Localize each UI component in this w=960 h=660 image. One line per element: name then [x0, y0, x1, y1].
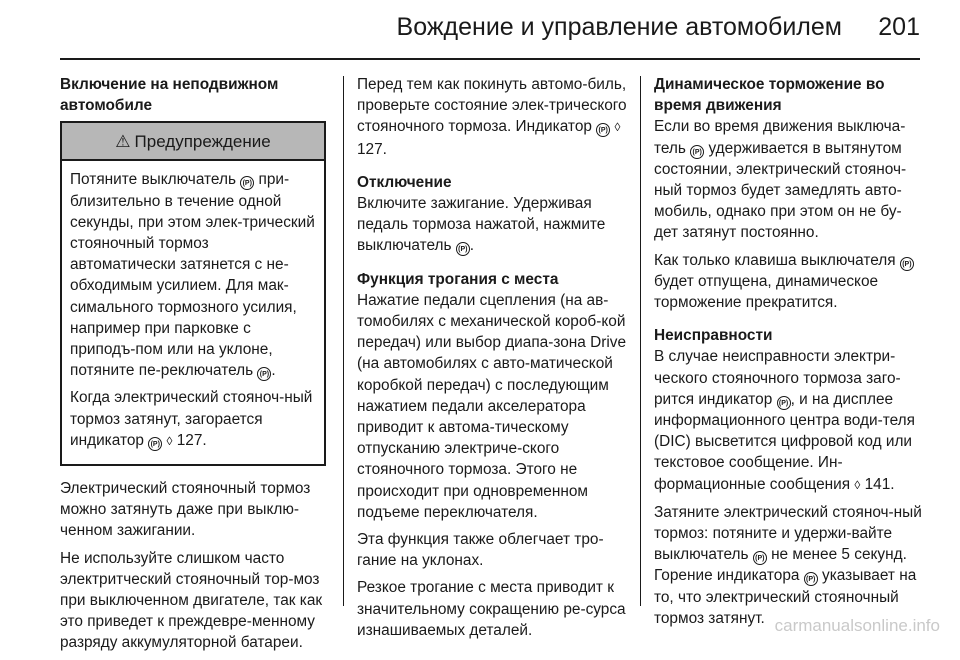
subheading: Динамическое торможение во время движения	[654, 76, 885, 115]
paragraph: Резкое трогание с места приводит к значительному сокращению ре-сурса изнашиваемых деталей.	[357, 579, 626, 639]
warning-box	[60, 121, 326, 466]
paragraph: Нажатие педали сцепления (на ав-томобилях с механической короб-кой передач) или выбор диапа-зона Drive (на автомобилях с авто-матической коробкой передач) с последующим нажатием педали акселератора приводит к автома-тическому отпусканию электриче-ского стояночного тормоза. Этого не происходит при одновременном подъеме переключателя.	[357, 291, 627, 521]
paragraph: Не используйте слишком часто электритческий стояночный тор-моз при выключенном двигателе, так как это приведет к преждевре-менному разряду аккумуляторной батареи.	[60, 549, 323, 652]
paragraph: Потяните выключатель (P) при-близительно в течение одной секунды, при этом элек-трический стояночный тормоз автоматически затянется с не-обходимым усилием. Для мак-симального тормозного усилия, например при парковке с приподъ-пом или на уклоне, потяните пе-реключатель (P) .	[70, 171, 315, 380]
parking-brake-indicator-icon: (P)	[753, 551, 767, 565]
parking-brake-indicator-icon: (P)	[148, 437, 162, 451]
page-ref-icon: ◊	[614, 120, 621, 135]
column-3	[654, 74, 924, 635]
paragraph: В случае неисправности электри-ческого стояночного тормоза заго-рится индикатор (P) , и на дисплее информационного центра води-теля (DIC) высветится цифровой код или текстовое сообщение. Ин-формационные сообщения ◊ 141.	[654, 346, 924, 495]
warning-header	[62, 123, 324, 161]
brake-fault-indicator-icon: (P)	[777, 396, 791, 410]
page-header	[60, 0, 920, 62]
section-heading: Включение на неподвижном автомобиле	[60, 76, 279, 115]
page-number: 201	[878, 13, 920, 41]
header-rule	[60, 58, 920, 60]
watermark: carmanualsonline.info	[774, 616, 940, 635]
parking-brake-indicator-icon: (P)	[596, 123, 610, 137]
parking-brake-indicator-icon: (P)	[690, 145, 704, 159]
parking-brake-indicator-icon: (P)	[240, 176, 254, 190]
subheading: Функция трогания с места	[357, 270, 559, 288]
warning-title: Предупреждение	[134, 131, 271, 151]
paragraph: Эта функция также облегчает тро-гание на уклонах.	[357, 531, 604, 570]
parking-brake-indicator-icon: (P)	[456, 242, 470, 256]
page-ref[interactable]: 141.	[864, 475, 895, 493]
page-ref[interactable]: 127.	[357, 140, 387, 158]
paragraph: Затяните электрический стояноч-ный тормоз: потяните и удержи-вайте выключатель (P) не менее 5 секунд. Горение индикатора (P) указывает на то, что электрический стояночный тормоз затянут.	[654, 503, 922, 627]
column-divider	[640, 76, 641, 606]
column-divider	[343, 76, 344, 606]
paragraph: Включите зажигание. Удерживая педаль тормоза нажатой, нажмите выключатель (P) .	[357, 195, 606, 255]
column-1	[60, 74, 326, 660]
page-title: Вождение и управление автомобилем	[396, 13, 842, 41]
subheading: Неисправности	[654, 327, 773, 345]
paragraph: Когда электрический стояноч-ный тормоз затянут, загорается индикатор (P) ◊ 127.	[70, 387, 316, 452]
column-2	[357, 74, 627, 647]
paragraph: Как только клавиша выключателя (P) будет отпущена, динамическое торможение прекратится.	[654, 250, 924, 314]
paragraph: Если во время движения выключа-тель (P) удерживается в вытянутом состоянии, электрический стояноч-ный тормоз будет замедлять авто-мобиль, однако при этом он не бу-дет затянут постоянно.	[654, 118, 907, 242]
parking-brake-indicator-icon: (P)	[804, 572, 818, 586]
paragraph: Перед тем как покинуть автомо-биль, проверьте состояние элек-трического стояночного тормоза. Индикатор (P) ◊ 127.	[357, 76, 627, 158]
paragraph: Электрический стояночный тормоз можно затянуть даже при выклю-ченном зажигании.	[60, 480, 311, 540]
page-ref-icon: ◊	[854, 477, 861, 492]
warning-triangle-icon: ⚠	[115, 131, 131, 151]
warning-body	[62, 161, 324, 464]
page-ref-icon: ◊	[166, 433, 173, 448]
subheading: Отключение	[357, 173, 452, 191]
page-ref[interactable]: 127.	[176, 431, 207, 449]
parking-brake-indicator-icon: (P)	[257, 367, 271, 381]
parking-brake-indicator-icon: (P)	[900, 257, 914, 271]
